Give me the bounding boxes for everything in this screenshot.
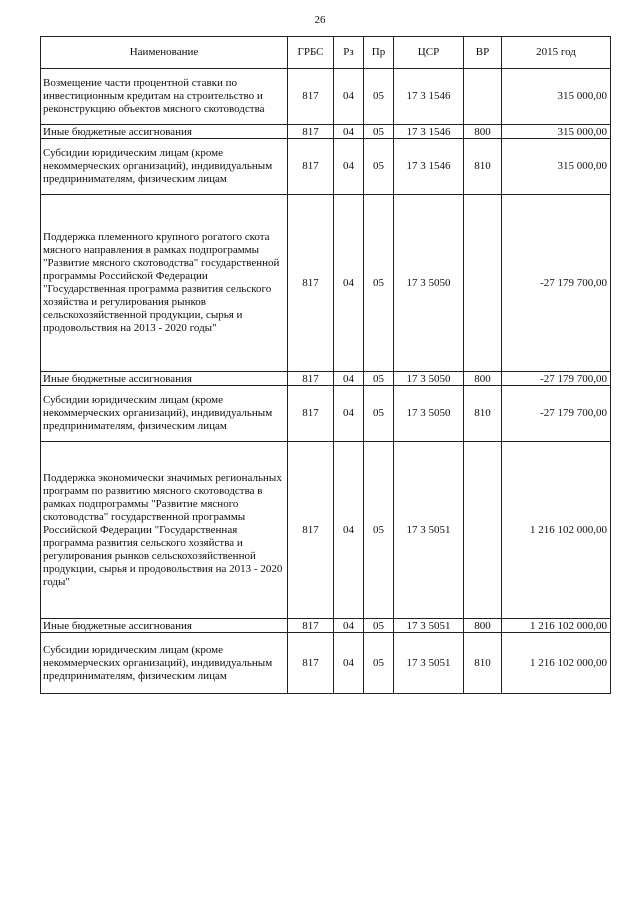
- row-vr: 810: [464, 139, 502, 195]
- row-name: Иные бюджетные ассигнования: [41, 372, 288, 386]
- row-csr: 17 3 5050: [394, 386, 464, 442]
- row-pr: 05: [364, 633, 394, 694]
- row-name: Иные бюджетные ассигнования: [41, 619, 288, 633]
- row-grbs: 817: [288, 633, 334, 694]
- row-vr: 810: [464, 633, 502, 694]
- row-name: Иные бюджетные ассигнования: [41, 125, 288, 139]
- row-rz: 04: [334, 633, 364, 694]
- header-year: 2015 год: [502, 37, 611, 69]
- row-vr: 810: [464, 386, 502, 442]
- row-pr: 05: [364, 372, 394, 386]
- row-grbs: 817: [288, 619, 334, 633]
- row-amount: 1 216 102 000,00: [502, 619, 611, 633]
- row-rz: 04: [334, 372, 364, 386]
- row-pr: 05: [364, 125, 394, 139]
- row-rz: 04: [334, 195, 364, 372]
- table-row: [41, 139, 611, 195]
- row-name: Субсидии юридическим лицам (кроме некоммерческих организаций), индивидуальным предпринимателям, физическим лицам: [41, 386, 288, 442]
- table-row: [41, 442, 611, 619]
- row-grbs: 817: [288, 442, 334, 619]
- row-rz: 04: [334, 619, 364, 633]
- table-row: [41, 372, 611, 386]
- row-pr: 05: [364, 69, 394, 125]
- table-header: [41, 37, 611, 69]
- header-csr: ЦСР: [394, 37, 464, 69]
- row-pr: 05: [364, 195, 394, 372]
- row-pr: 05: [364, 386, 394, 442]
- row-vr: 800: [464, 125, 502, 139]
- row-csr: 17 3 5051: [394, 633, 464, 694]
- row-grbs: 817: [288, 195, 334, 372]
- row-vr: 800: [464, 619, 502, 633]
- row-grbs: 817: [288, 125, 334, 139]
- table-row: [41, 69, 611, 125]
- header-grbs: ГРБС: [288, 37, 334, 69]
- row-amount: -27 179 700,00: [502, 386, 611, 442]
- row-vr: [464, 195, 502, 372]
- row-grbs: 817: [288, 69, 334, 125]
- row-name: Возмещение части процентной ставки по инвестиционным кредитам на строительство и реконструкцию объектов мясного скотоводства: [41, 69, 288, 125]
- row-amount: 315 000,00: [502, 69, 611, 125]
- row-amount: -27 179 700,00: [502, 195, 611, 372]
- row-grbs: 817: [288, 139, 334, 195]
- header-pr: Пр: [364, 37, 394, 69]
- row-grbs: 817: [288, 386, 334, 442]
- row-amount: 315 000,00: [502, 125, 611, 139]
- row-pr: 05: [364, 139, 394, 195]
- row-pr: 05: [364, 619, 394, 633]
- page-number: 26: [314, 14, 326, 26]
- row-name: Поддержка племенного крупного рогатого скота мясного направления в рамках подпрограммы "Развитие мясного скотоводства" государственной программы Российской Федерации "Государственная программа развития сельского хозяйства и регулирования рынков сельскохозяйственной продукции, сырья и продовольствия на 2013 - 2020 годы": [41, 195, 288, 372]
- row-amount: -27 179 700,00: [502, 372, 611, 386]
- row-csr: 17 3 5050: [394, 372, 464, 386]
- row-amount: 315 000,00: [502, 139, 611, 195]
- row-rz: 04: [334, 139, 364, 195]
- row-amount: 1 216 102 000,00: [502, 633, 611, 694]
- row-vr: [464, 69, 502, 125]
- row-grbs: 817: [288, 372, 334, 386]
- row-name: Субсидии юридическим лицам (кроме некоммерческих организаций), индивидуальным предпринимателям, физическим лицам: [41, 139, 288, 195]
- row-name: Поддержка экономически значимых региональных программ по развитию мясного скотоводства в рамках подпрограммы "Развитие мясного скотоводства" государственной программы Российской Федерации "Государственная программа развития сельского хозяйства и регулирования рынков сельскохозяйственной продукции, сырья и продовольствия на 2013 - 2020 годы": [41, 442, 288, 619]
- table-row: [41, 386, 611, 442]
- row-rz: 04: [334, 125, 364, 139]
- table-row: [41, 619, 611, 633]
- row-rz: 04: [334, 386, 364, 442]
- row-name: Субсидии юридическим лицам (кроме некоммерческих организаций), индивидуальным предпринимателям, физическим лицам: [41, 633, 288, 694]
- row-amount: 1 216 102 000,00: [502, 442, 611, 619]
- header-name: Наименование: [41, 37, 288, 69]
- table-row: [41, 633, 611, 694]
- budget-table: [40, 36, 611, 694]
- row-csr: 17 3 5051: [394, 619, 464, 633]
- row-csr: 17 3 5051: [394, 442, 464, 619]
- table-row: [41, 125, 611, 139]
- row-rz: 04: [334, 442, 364, 619]
- header-rz: Рз: [334, 37, 364, 69]
- row-vr: [464, 442, 502, 619]
- table-row: [41, 195, 611, 372]
- row-pr: 05: [364, 442, 394, 619]
- header-vr: ВР: [464, 37, 502, 69]
- row-csr: 17 3 1546: [394, 69, 464, 125]
- row-rz: 04: [334, 69, 364, 125]
- row-csr: 17 3 1546: [394, 125, 464, 139]
- row-csr: 17 3 5050: [394, 195, 464, 372]
- row-csr: 17 3 1546: [394, 139, 464, 195]
- row-vr: 800: [464, 372, 502, 386]
